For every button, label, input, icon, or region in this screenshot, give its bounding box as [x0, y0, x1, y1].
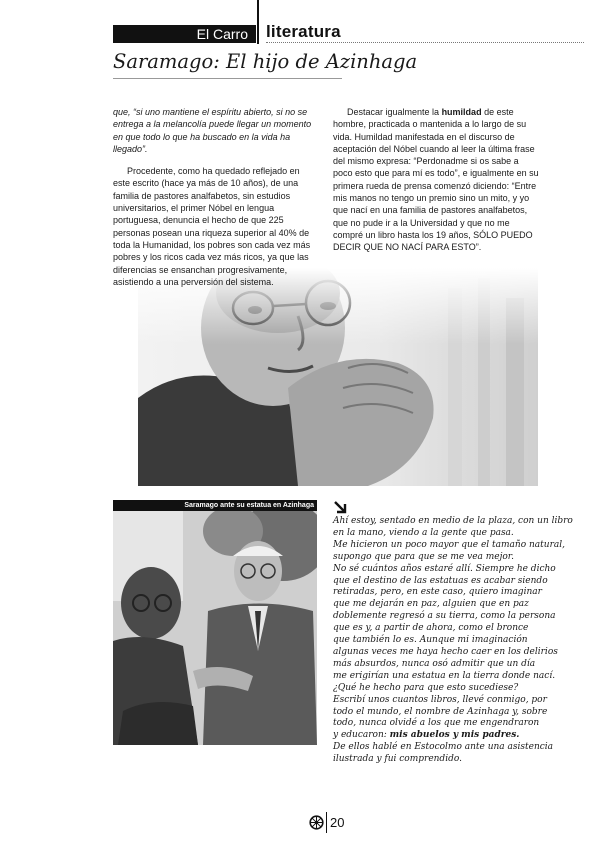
- poem-line: ilustrada y fui comprendido.: [333, 754, 462, 765]
- poem-line: todo, nunca olvidé a los que me engendraron: [333, 718, 540, 729]
- footer-divider: [326, 812, 327, 833]
- poem-line: en la mano, viendo a la gente que pasa.: [333, 527, 514, 538]
- poem-line: Me hicieron un poco mayor que el tamaño natural,: [333, 539, 565, 550]
- header-dotted-rule: [266, 42, 584, 43]
- poem-line: todo el mundo, el nombre de Azinhaga y, sobre: [333, 706, 548, 717]
- poem-line: algunas veces me haya hecho caer en los delirios: [333, 646, 558, 657]
- wheel-icon: [309, 815, 324, 835]
- poem-line: más absurdos, nunca osó admitir que un día: [333, 658, 536, 669]
- poem-line: que me dejarán en paz, alguien que en paz: [333, 599, 529, 610]
- poem-line: me erigirían una estatua en la tierra donde nací.: [333, 670, 556, 681]
- poem-line: De ellos hablé en Estocolmo ante una asistencia: [333, 742, 554, 753]
- statue-photo: [113, 511, 317, 745]
- poem-line: supongo que para que se me vea mejor.: [333, 551, 514, 562]
- bold-keyword: humildad: [441, 107, 482, 117]
- poem-line: retiradas, pero, en este caso, quiero imaginar: [333, 587, 542, 598]
- poem-line: ¿Qué he hecho para que esto sucediese?: [333, 682, 519, 693]
- page-number: 20: [330, 815, 345, 830]
- text-column-left: [113, 106, 319, 298]
- poem-line: No sé cuántos años estaré allí. Siempre he dicho: [333, 563, 556, 574]
- poem-line: Ahí estoy, sentado en medio de la plaza, con un libro: [333, 516, 573, 526]
- title-underline: [113, 78, 342, 79]
- photo-caption-bar: [113, 500, 317, 511]
- photo-caption: Saramago ante su estatua en Azinhaga: [184, 502, 314, 509]
- poem-excerpt: [333, 516, 573, 766]
- header-divider: [257, 0, 259, 44]
- body-paragraph: Procedente, como ha quedado reflejado en este escrito (hace ya más de 10 años), de una familia de pastores analfabetos, sin estudios universitarios, el primer Nóbel en lengua portuguesa, denuncia el hecho de que 225 personas posean una riqueza superior al 40% de toda la Humanidad, los pobres son cada vez más pobres y los ricos cada vez más ricos, ya que las diferencias se ensanchan progresivamente, asistiendo a una perversión del sistema.: [113, 166, 311, 287]
- poem-line: que el destino de las estatuas es acabar siendo: [333, 575, 548, 586]
- poem-line: que es y, a partir de ahora, como el bronce: [333, 623, 529, 634]
- poem-line: que también lo es. Aunque mi imaginación: [333, 635, 528, 646]
- poem-bold-phrase: mis abuelos y mis padres.: [389, 730, 520, 741]
- poem-line: doblemente regresó a su tierra, como la persona: [333, 611, 556, 622]
- publication-name: El Carro: [196, 26, 248, 42]
- body-paragraph-humildad: Destacar igualmente la humildad de este hombre, practicada o mantenida a lo largo de su vida. Humildad manifestada en el discurso de aceptación del Nóbel cuando al leer la última frase del mismo expresa: “Perdonadme si os sabe a poco esto que para mí es todo”, e igualmente en su primera rueda de prensa comenzó diciendo: “Entre mis manos no tengo un premio sino un mito, y yo que nací en una familia de pastores analfabetos, que no pude ir a la Universidad y que no me compré un libro hasta los 19 años, SÓLO PUEDO DECIR QUE NO NACÍ PARA ESTO”.: [333, 107, 539, 253]
- quote-paragraph: que, “si uno mantiene el espíritu abierto, si no se entrega a la melancolía puede llegar un momento en que todo lo que ha buscado en la vida ha llegado”.: [113, 107, 312, 154]
- section-title: literatura: [266, 22, 341, 41]
- saramago-portrait-photo: [138, 268, 538, 486]
- poem-line-emphasis: y educaron: mis abuelos y mis padres.: [333, 730, 520, 741]
- header-publication-box: [113, 25, 256, 43]
- poem-line: Escribí unos cuantos libros, llevé conmigo, por: [333, 694, 547, 705]
- article-title: Saramago: El hijo de Azinhaga: [113, 50, 418, 73]
- text-column-right: [333, 106, 539, 264]
